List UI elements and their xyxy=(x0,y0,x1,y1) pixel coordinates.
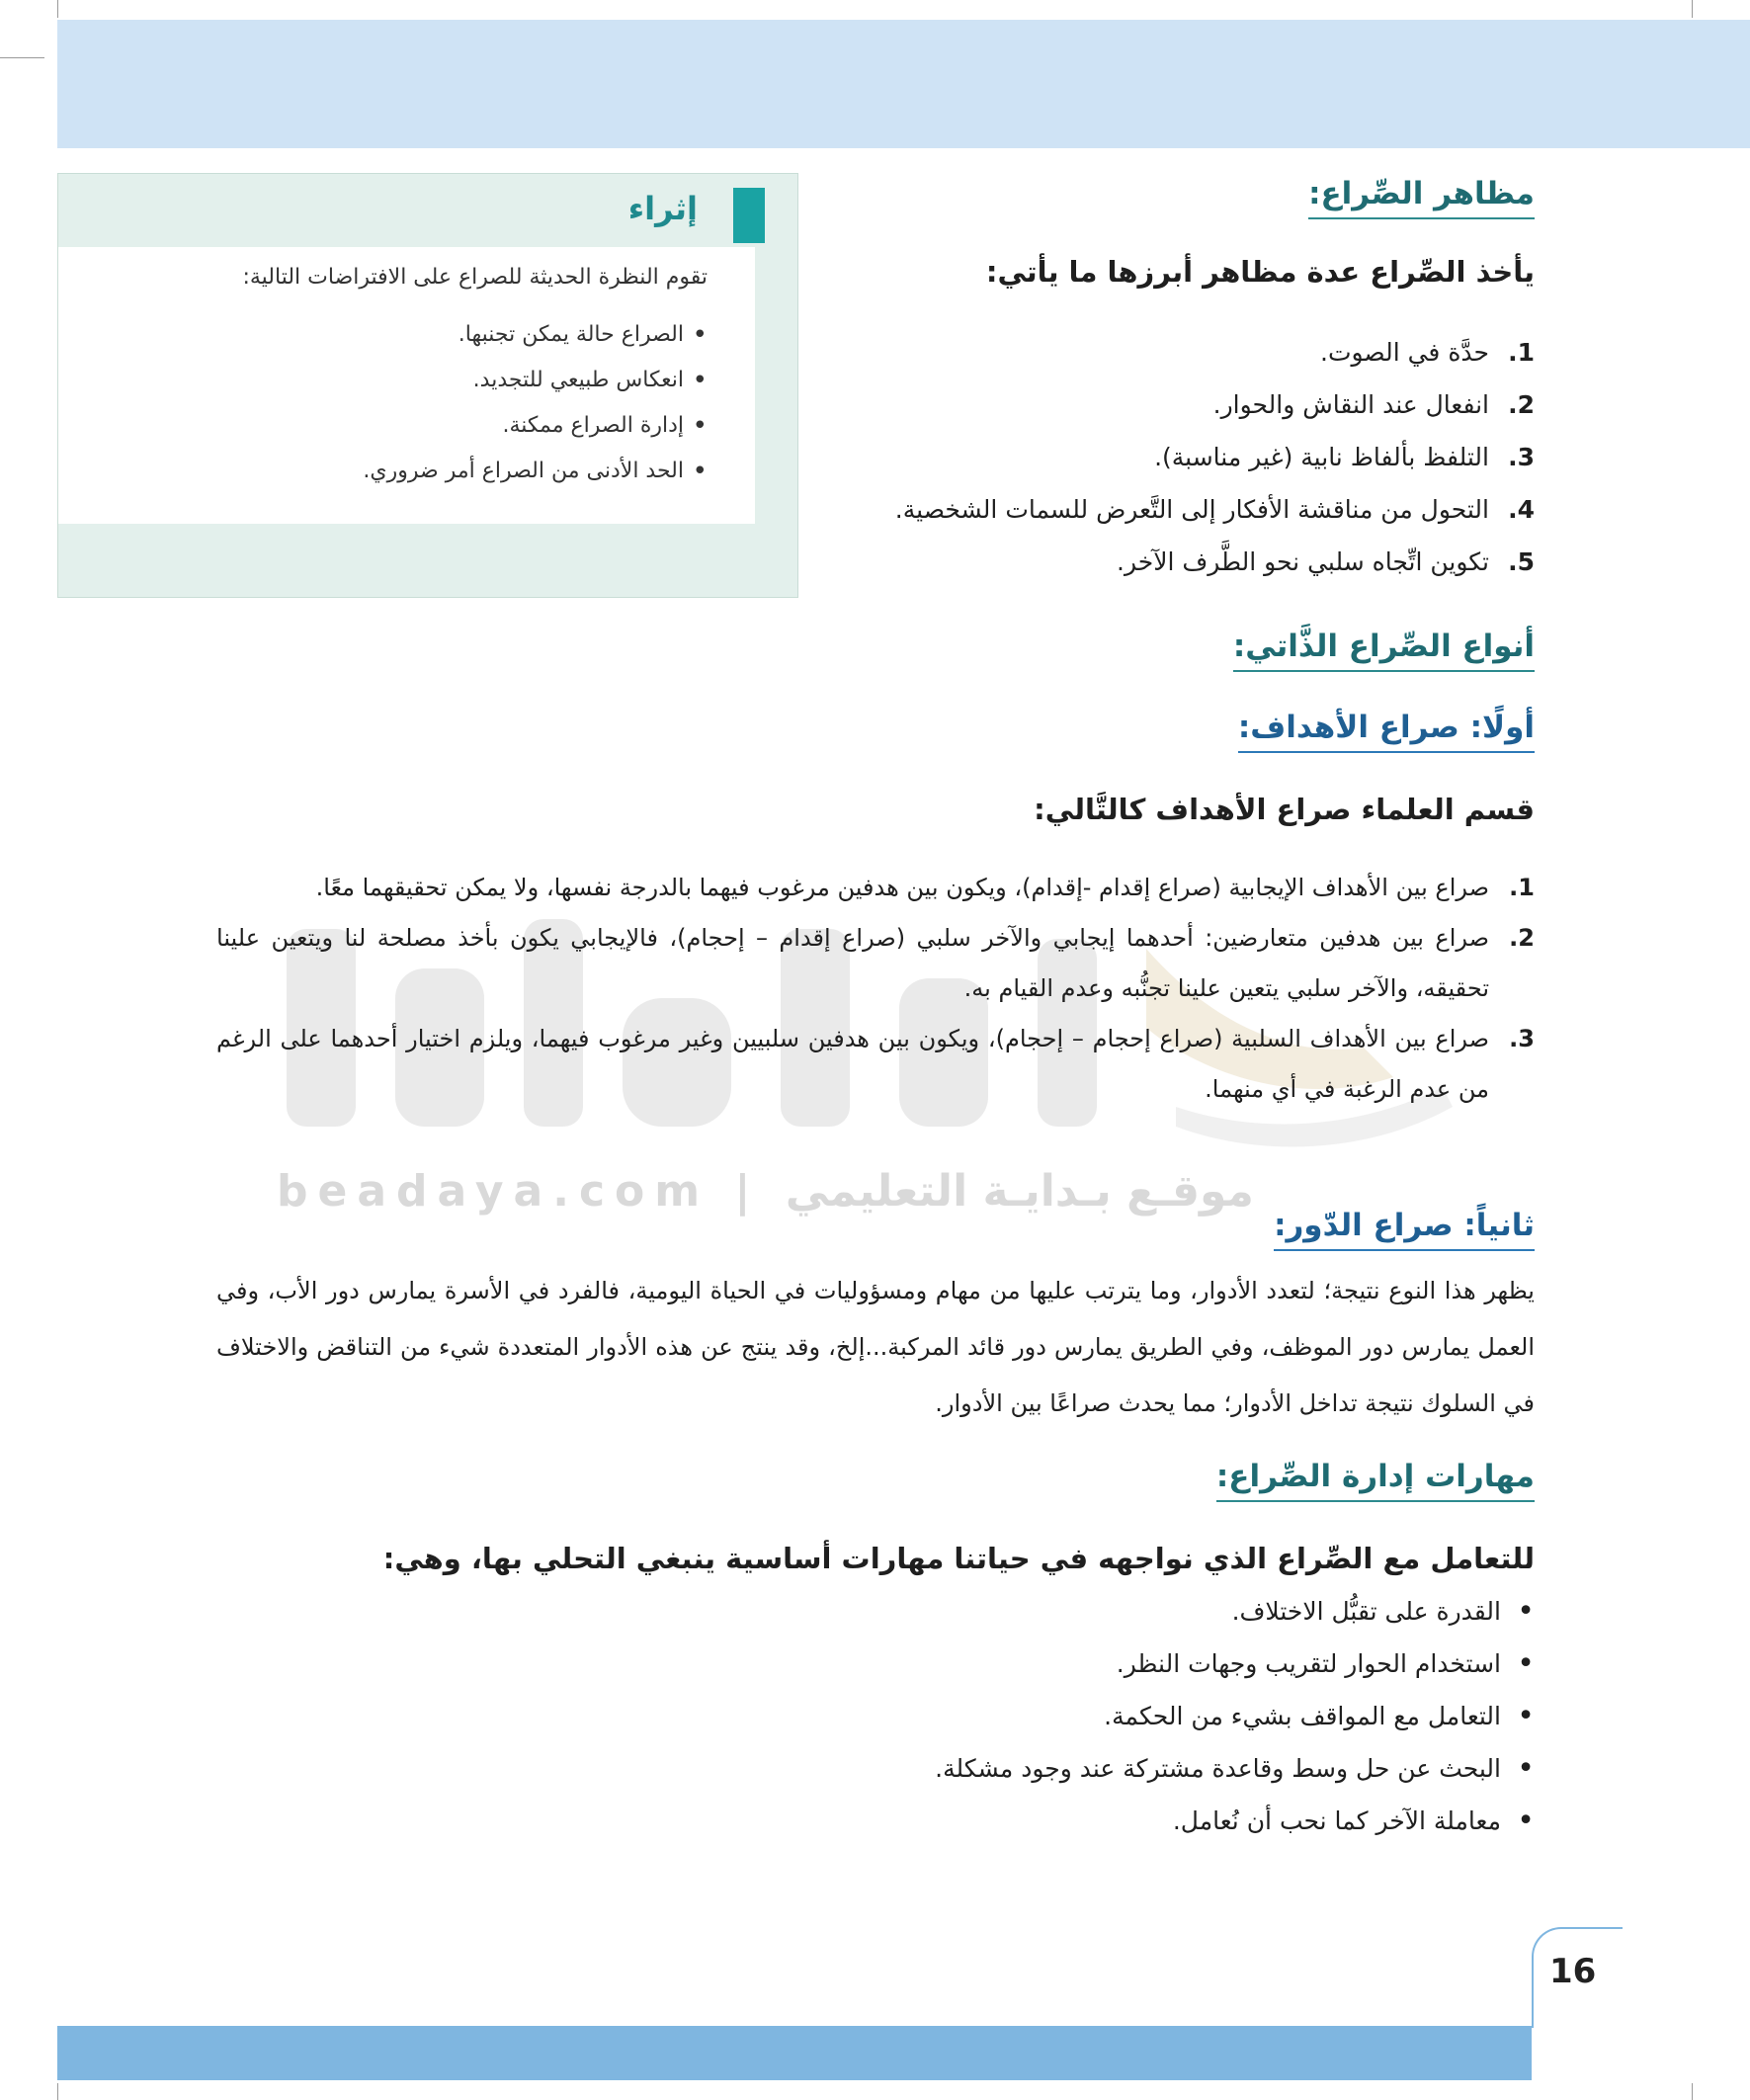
enrichment-intro: تقوم النظرة الحديثة للصراع على الافتراضات التالية: xyxy=(242,265,708,290)
manifestations-heading: مظاهر الصِّراع: xyxy=(1308,176,1535,219)
crop-mark xyxy=(1692,0,1693,18)
header-band xyxy=(57,20,1750,148)
list-item: • القدرة على تقبُّل الاختلاف. xyxy=(935,1585,1535,1638)
enrichment-accent-bar xyxy=(733,188,765,243)
crop-mark xyxy=(57,2083,58,2100)
skills-list xyxy=(935,1585,1535,1847)
enrichment-box xyxy=(57,173,798,598)
enrichment-title: إثراء xyxy=(627,190,698,227)
role-conflict-paragraph: يظهر هذا النوع نتيجة؛ لتعدد الأدوار، وما يترتب عليها من مهام ومسؤوليات في الحياة اليومية، فالفرد في الأسرة يمارس دور الأب، وفي العمل يمارس دور الموظف، وفي الطريق يمارس دور قائد المركبة...إلخ، وقد ينتج عن هذه الأدوار المتعددة شيء من التناقض والاختلاف في السلوك نتيجة تداخل الأدوار؛ مما يحدث صراعًا بين الأدوار. xyxy=(216,1277,1535,1417)
list-item: • الحد الأدنى من الصراع أمر ضروري. xyxy=(363,449,708,494)
list-item: 3. التلفظ بألفاظ نابية (غير مناسبة). xyxy=(1154,443,1535,471)
list-item: • إدارة الصراع ممكنة. xyxy=(363,403,708,449)
list-item: 2. انفعال عند النقاش والحوار. xyxy=(1212,390,1535,419)
goal-conflict-list xyxy=(216,863,1535,1115)
list-item: • معاملة الآخر كما نحب أن نُعامل. xyxy=(935,1795,1535,1847)
page-number: 16 xyxy=(1549,1952,1597,1991)
list-item: • التعامل مع المواقف بشيء من الحكمة. xyxy=(935,1690,1535,1742)
crop-mark xyxy=(0,57,44,58)
list-item: 5. تكوين اتِّجاه سلبي نحو الطَّرف الآخر. xyxy=(1117,547,1535,576)
manifestations-lead: يأخذ الصِّراع عدة مظاهر أبرزها ما يأتي: xyxy=(985,255,1535,289)
list-item: • انعكاس طبيعي للتجديد. xyxy=(363,358,708,403)
list-item: 1. صراع بين الأهداف الإيجابية (صراع إقدام -إقدام)، ويكون بين هدفين مرغوب فيهما بالدرجة نفسها، ولا يمكن تحقيقهما معًا. xyxy=(315,874,1535,901)
types-heading: أنواع الصِّراع الذَّاتي: xyxy=(1233,629,1535,672)
watermark-text: beadaya.com | موقـع بـدايـة التعليمي xyxy=(277,1166,1254,1217)
enrichment-list xyxy=(363,312,708,494)
manifestations-list xyxy=(895,326,1535,588)
crop-mark xyxy=(57,0,58,18)
list-item: • الصراع حالة يمكن تجنبها. xyxy=(363,312,708,358)
list-item: • البحث عن حل وسط وقاعدة مشتركة عند وجود مشكلة. xyxy=(935,1742,1535,1795)
list-item: 3. صراع بين الأهداف السلبية (صراع إحجام – إحجام)، ويكون بين هدفين سلبيين وغير مرغوب فيهما، ويلزم اختيار أحدهما على الرغم من عدم الرغبة في أي منهما. xyxy=(216,1025,1535,1103)
crop-mark xyxy=(1692,2083,1693,2100)
list-item: 4. التحول من مناقشة الأفكار إلى التَّعرض للسمات الشخصية. xyxy=(894,495,1535,524)
role-conflict-heading: ثانياً: صراع الدّور: xyxy=(1274,1208,1535,1251)
list-item: • استخدام الحوار لتقريب وجهات النظر. xyxy=(935,1638,1535,1690)
goal-conflict-heading: أولًا: صراع الأهداف: xyxy=(1238,710,1535,753)
footer-band xyxy=(57,2026,1532,2080)
enrichment-body xyxy=(58,247,755,524)
list-item: 2. صراع بين هدفين متعارضين: أحدهما إيجابي والآخر سلبي (صراع إقدام – إحجام)، فالإيجابي يكون بأخذ مصلحة لنا ويتعين علينا تحقيقه، والآخر سلبي يتعين علينا تجنُّبه وعدم القيام به. xyxy=(216,924,1535,1002)
skills-lead: للتعامل مع الصِّراع الذي نواجهه في حياتنا مهارات أساسية ينبغي التحلي بها، وهي: xyxy=(382,1542,1535,1575)
skills-heading: مهارات إدارة الصِّراع: xyxy=(1216,1459,1535,1502)
enrichment-header xyxy=(58,174,765,247)
goal-conflict-lead: قسم العلماء صراع الأهداف كالتَّالي: xyxy=(1034,793,1535,826)
list-item: 1. حدَّة في الصوت. xyxy=(1320,338,1535,367)
